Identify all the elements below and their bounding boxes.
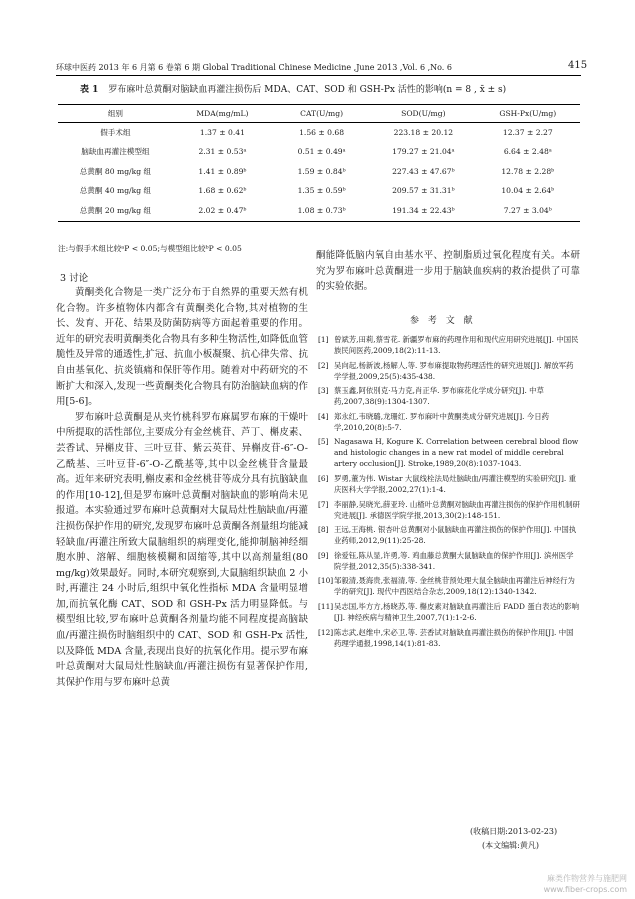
table-cell: 假手术组 [100, 127, 131, 137]
reference-list [318, 334, 580, 652]
reference-text: 郑永红,韦晓璐,龙珊红. 罗布麻叶中黄酮类成分研究进展[J]. 今日药学,2010,20(8):5-7. [334, 411, 549, 432]
reference-number: [2] [318, 360, 329, 370]
reference-number: [6] [318, 473, 329, 483]
table-cell: 1.41 ± 0.89ᵇ [198, 166, 247, 176]
table-cell: 179.27 ± 21.04ᵃ [392, 147, 455, 157]
table-header-cell: CAT(U/mg) [300, 108, 344, 118]
reference-number: [12] [318, 627, 334, 637]
table-row [58, 182, 580, 202]
table-cell: 1.68 ± 0.62ᵇ [198, 186, 247, 196]
table-row [58, 162, 580, 182]
reference-number: [3] [318, 386, 329, 396]
reference-text: 吴志国,毕方方,杨晓苏,等. 槲皮素对脑缺血再灌注后 FADD 蛋白表达的影响[J]. 神经疾病与精神卫生,2007,7(1):1-2-6. [334, 601, 580, 622]
table-cell: 2.31 ± 0.53ᵃ [198, 147, 247, 157]
reference-text: 蔡玉鑫,阿依別克·马力克,肖正华. 罗布麻花化学成分研究[J]. 中草药,2007,38(9):1304-1307. [334, 386, 544, 407]
table-cell: 7.27 ± 3.04ᵇ [503, 205, 552, 215]
reference-item [318, 436, 580, 469]
reference-item [318, 473, 580, 495]
reference-text: 李丽静,吴晓光,薛亚玲. 山楂叶总黄酮对脑缺血再灌注损伤的保护作用机制研究进展[J]. 承德医学院学报,2013,30(2):148-151. [334, 499, 580, 520]
reference-number: [9] [318, 550, 329, 560]
table-cell: 12.78 ± 2.28ᵇ [501, 166, 555, 176]
table-caption-text: 罗布麻叶总黄酮对脑缺血再灌注损伤后 MDA、CAT、SOD 和 GSH-Px 活性的影响(n = 8 , x̄ ± s) [108, 85, 507, 95]
reference-number: [4] [318, 411, 329, 421]
reference-item [318, 411, 580, 433]
table-header-cell: GSH-Px(U/mg) [499, 108, 557, 118]
watermark-line: 麻类作物营养与施肥网 [547, 874, 627, 883]
table-header-cell: SOD(U/mg) [401, 108, 446, 118]
table-header-cell: 组别 [107, 108, 123, 118]
table-cell: 223.18 ± 20.12 [393, 127, 454, 137]
table-cell: 12.37 ± 2.27 [502, 127, 553, 137]
paragraph: 酮能降低脑内氧自由基水平、控制脂质过氧化程度有关。本研究为罗布麻叶总黄酮进一步用于脑缺血疾病的救治提供了可靠的实验依据。 [316, 250, 580, 293]
reference-item [318, 499, 580, 521]
table-cell: 1.56 ± 0.68 [299, 127, 345, 137]
table-caption [80, 82, 506, 95]
reference-item [318, 627, 580, 649]
left-column-body [56, 285, 308, 690]
table-row [58, 143, 580, 163]
reference-item [318, 524, 580, 546]
reference-number: [8] [318, 525, 329, 535]
table-label: 表 1 [80, 85, 99, 95]
table-cell: 总黄酮 80 mg/kg 组 [79, 166, 152, 176]
page-number: 415 [568, 60, 588, 71]
table-row [58, 201, 580, 221]
paragraph: 罗布麻叶总黄酮是从夹竹桃科罗布麻属罗布麻的干燥叶中所提取的活性部位,主要成分有金丝桃苷、芦丁、槲皮素、芸香试、异槲皮苷、三叶豆苷、紫云英苷、异槲皮苷-6″-O-乙酰基、三叶豆苷-6″-O-乙酰基等,其中以金丝桃苷含量最高。近年来研究表明,槲皮素和金丝桃苷等成分具有抗脑缺血的作用[10-12],但是罗布麻叶总黄酮对脑缺血的影响尚未见报道。本实验通过罗布麻叶总黄酮对大鼠局灶性脑缺血/再灌注损伤保护作用的研究,发现罗布麻叶总黄酮各剂量组均能减轻缺血/再灌注所致大鼠脑组织的病理变化,能抑制脑神经细胞水肿、溶解、细胞核模糊和固缩等,其中以高剂量组(80 mg/kg)效果最好。同时,本研究观察到,大鼠脑组织缺血 2 小时,再灌注 24 小时后,组织中氧化性指标 MDA 含量明显增加,而抗氧化酶 CAT、SOD 和 GSH-Px 活力明显降低。与模型组比较,罗布麻叶总黄酮各剂量均能不同程度提高脑缺血/再灌注损伤时脑组织中的 CAT、SOD 和 GSH-Px 活性,以及降低 MDA 含量,表现出良好的抗氧化作用。提示罗布麻叶总黄酮对大鼠局灶性脑缺血/再灌注损伤有显著保护作用,其保护作用与罗布麻叶总黄 [56, 411, 308, 688]
table-header-row [58, 105, 580, 123]
table-cell: 1.59 ± 0.84ᵇ [297, 166, 346, 176]
reference-number: [7] [318, 499, 329, 509]
table-cell: 2.02 ± 0.47ᵇ [198, 205, 247, 215]
table-cell: 1.08 ± 0.73ᵇ [297, 205, 346, 215]
reference-text: 陈志武,赵维中,宋必卫,等. 芸香试对脑缺血再灌注损伤的保护作用[J]. 中国药理学通报,1998,14(1):81-83. [334, 627, 574, 648]
table-cell: 总黄酮 40 mg/kg 组 [79, 186, 152, 196]
reference-item [318, 334, 580, 356]
table-note: 注:与假手术组比较ᵃP < 0.05;与模型组比较ᵇP < 0.05 [58, 244, 242, 253]
right-column-body [316, 248, 580, 295]
table-cell: 10.04 ± 2.64ᵇ [501, 186, 555, 196]
reference-text: 邹毅清,聂海贵,张福清,等. 金丝桃苷预处理大鼠全脑缺血再灌注后神经行为学的研究[J]. 现代中西医结合杂志,2009,18(12):1340-1342. [334, 576, 575, 597]
reference-item [318, 601, 580, 623]
received-date: (收稿日期:2013-02-23) [470, 827, 558, 836]
site-watermark [544, 873, 627, 895]
reference-text: 曾斌芳,田莉,蔡雪花. 新疆罗布麻的药理作用和现代应用研究进展[J]. 中国民族民间医药,2009,18(2):11-13. [334, 335, 579, 355]
reference-text: 徐爱钰,陈从显,许勇,等. 鸡血藤总黄酮大鼠脑缺血的保护作用[J]. 滨州医学院学报,2012,35(5):338-341. [334, 550, 574, 571]
reference-text: 王远,王海桃. 银杏叶总黄酮对小鼠脑缺血再灌注损伤的保护作用[J]. 中国执业药师,2012,9(11):25-28. [334, 525, 577, 546]
reference-number: [11] [318, 601, 334, 611]
reference-text: 吴向起,杨新波,杨解人,等. 罗布麻提取物药理活性的研究进展[J]. 解放军药学学报,2009,25(5):435-438. [334, 360, 574, 381]
table-cell: 209.57 ± 31.31ᵇ [392, 186, 455, 196]
header-rule [56, 75, 581, 76]
reference-number: [5] [318, 437, 329, 447]
table-cell: 227.43 ± 47.67ᵇ [392, 166, 455, 176]
section-heading: 3 讨论 [60, 273, 89, 284]
table-cell: 总黄酮 20 mg/kg 组 [79, 205, 152, 215]
results-table [58, 104, 580, 222]
reference-item [318, 360, 580, 382]
table-cell: 0.51 ± 0.49ᵃ [297, 147, 346, 157]
reference-number: [1] [318, 335, 329, 344]
reference-number: [10] [318, 576, 334, 586]
editor-note: (本文编辑:黄凡) [482, 841, 539, 850]
watermark-line: www.fiber-crops.com [543, 885, 627, 894]
reference-item [318, 550, 580, 572]
table-cell: 6.64 ± 2.48ᵃ [503, 147, 552, 157]
table-cell: 1.35 ± 0.59ᵇ [297, 186, 346, 196]
table-cell: 191.34 ± 22.43ᵇ [392, 205, 455, 215]
reference-text: Nagasawa H, Kogure K. Correlation between cerebral blood flow and histologic changes in a new rat model of middle cerebral artery occlusion[J]. Stroke,1989,20(8):1037-1043. [334, 437, 579, 469]
reference-item [318, 385, 580, 407]
table-cell: 脑缺血再灌注模型组 [81, 147, 150, 157]
paragraph: 黄酮类化合物是一类广泛分布于自然界的重要天然有机化合物。许多植物体内都含有黄酮类化合物,其对植物的生长、发育、开花、结果及防菌防病等方面起着重要的作用。近年的研究表明黄酮类化合物具有多种生物活性,如降低血管脆性及异常的通透性,扩冠、抗血小板凝聚、抗心律失常、抗自由基氧化、抗炎镇痛和保肝等作用。随着对中药研究的不断扩大和深入,发现一些黄酮类化合物具有防治脑缺血病的作用[5-6]。 [56, 287, 308, 408]
running-header: 环球中医药 2013 年 6 月第 6 卷第 6 期 Global Traditional Chinese Medicine ,June 2013 ,Vol. 6 ,No. 6 [56, 63, 452, 72]
reference-item [318, 575, 580, 597]
table-header-cell: MDA(mg/mL) [196, 108, 249, 118]
references-heading: 参 考 文 献 [410, 316, 476, 326]
table-cell: 1.37 ± 0.41 [199, 127, 245, 137]
reference-text: 罗勇,董为伟. Wistar 大鼠线栓法局灶脑缺血/再灌注模型的实验研究[J]. 重庆医科大学学报,2002,27(1):1-4. [334, 473, 577, 494]
table-row [58, 123, 580, 143]
